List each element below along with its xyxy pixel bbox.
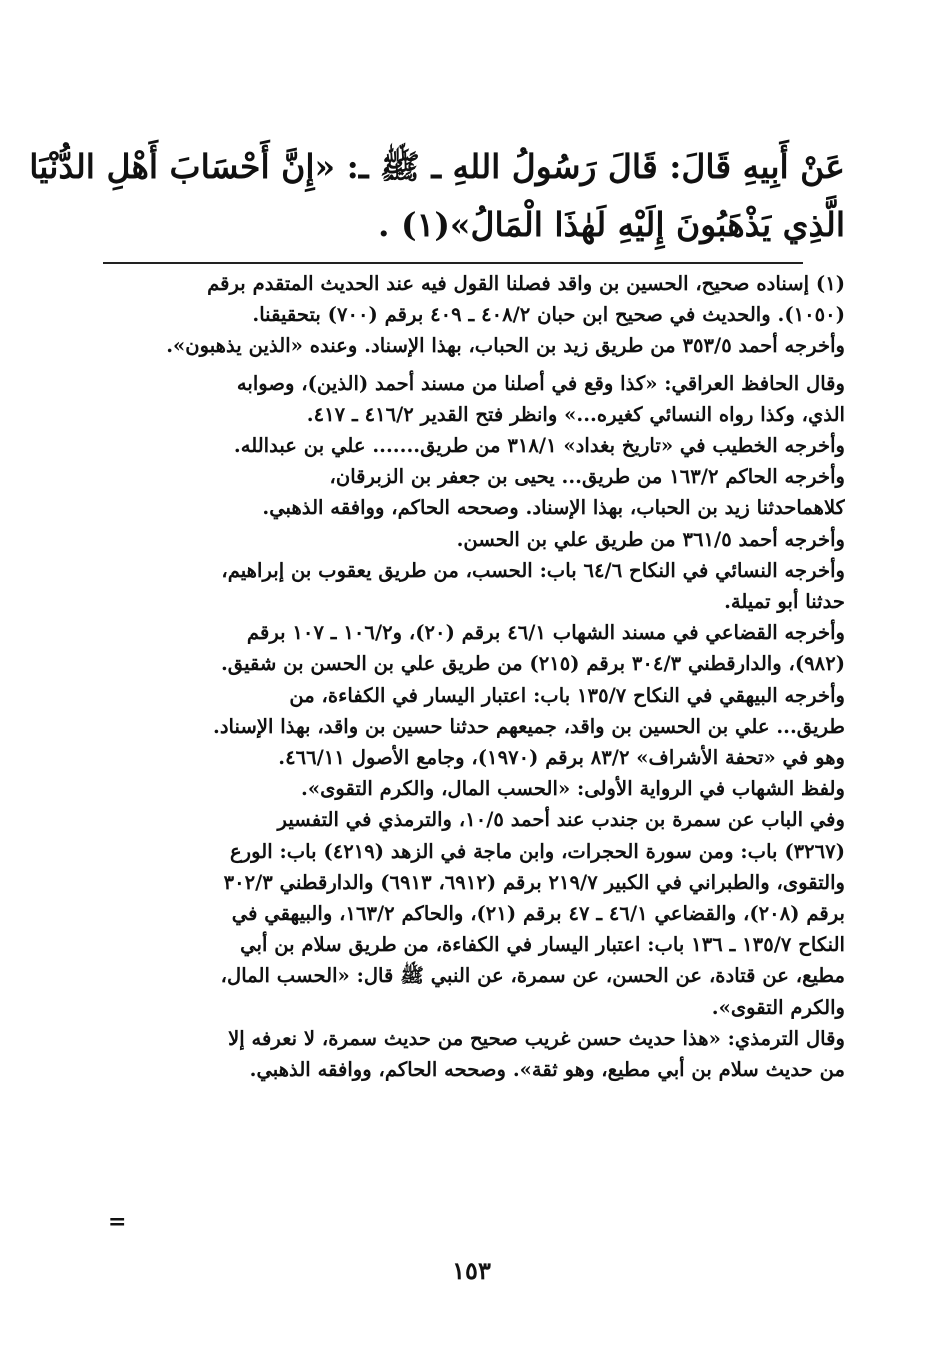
footnote-line: النكاح ١٣٥/٧ ـ ١٣٦ باب: اعتبار اليسار في الكفاءة، من طريق سلام بن أبي <box>240 933 845 957</box>
footnote-line: كلاهماحدثنا زيد بن الحباب، بهذا الإسناد. وصححه الحاكم، ووافقه الذهبي. <box>262 496 845 520</box>
page-number: ١٥٣ <box>452 1256 491 1285</box>
footnote-line: وهو في «تحفة الأشراف» ٨٣/٢ برقم (١٩٧٠)، وجامع الأصول ٤٦٦/١١. <box>278 746 845 770</box>
continuation-mark: = <box>108 1209 127 1235</box>
hadith-text <box>29 138 845 254</box>
footnote-line: طريق... علي بن الحسين بن واقد، جميعهم حدثنا حسين بن واقد، بهذا الإسناد. <box>213 714 845 738</box>
footnote-line: الذي، وكذا رواه النسائي كغيره...» وانظر فتح القدير ٤١٦/٢ ـ ٤١٧. <box>306 402 845 426</box>
footnote-line: وأخرجه الخطيب في «تاريخ بغداد» ٣١٨/١ من طريق....... علي بن عبدالله. <box>233 434 845 458</box>
footnote-line: والكرم التقوى». <box>711 995 845 1019</box>
footnote-line: ولفظ الشهاب في الرواية الأولى: «الحسب المال، والكرم التقوى». <box>301 777 845 801</box>
footnote-line: من حديث سلام بن أبي مطيع، وهو ثقة». وصححه الحاكم، ووافقه الذهبي. <box>249 1058 845 1082</box>
footnotes <box>100 268 845 1085</box>
footnote-line: وقال الحافظ العراقي: «كذا وقع في أصلنا من مسند أحمد (الذين)، وصوابه <box>236 371 845 395</box>
footnote-line: وأخرجه البيهقي في النكاح ١٣٥/٧ باب: اعتبار اليسار في الكفاءة، من <box>289 683 845 707</box>
footnote-line: والتقوى، والطبراني في الكبير ٢١٩/٧ برقم (٦٩١٢، ٦٩١٣) والدارقطني ٣٠٢/٣ <box>223 870 845 894</box>
footnote-line: (١٠٥٠). والحديث في صحيح ابن حبان ٤٠٨/٢ ـ ٤٠٩ برقم (٧٠٠) بتحقيقنا. <box>252 303 845 327</box>
footnote-line: (٣٢٦٧) باب: ومن سورة الحجرات، وابن ماجة في الزهد (٤٢١٩) باب: الورع <box>229 839 845 863</box>
hadith-line: الَّذِي يَذْهَبُونَ إِلَيْهِ لَهٰذَا الْمَالُ»(١) . <box>377 205 845 244</box>
footnote-line: مطيع، عن قتادة، عن الحسن، عن سمرة، عن النبي ﷺ قال: «الحسب المال، <box>220 964 845 988</box>
footnote-line: حدثنا أبو تميلة. <box>724 590 845 614</box>
footnote-line: وأخرجه أحمد ٣٦١/٥ من طريق علي بن الحسن. <box>456 527 845 551</box>
footnote-line: وأخرجه الحاكم ١٦٣/٢ من طريق... يحيى بن جعفر بن الزبرقان، <box>329 465 845 489</box>
hadith-line: عَنْ أَبِيهِ قَالَ: قَالَ رَسُولُ اللهِ ـ ﷺ ـ: «إِنَّ أَحْسَابَ أَهْلِ الدُّنْيَا <box>29 147 845 186</box>
footnote-line: وفي الباب عن سمرة بن جندب عند أحمد ١٠/٥، والترمذي في التفسير <box>277 808 845 832</box>
footnote-separator <box>103 262 803 264</box>
footnote-line: وأخرجه أحمد ٣٥٣/٥ من طريق زيد بن الحباب، بهذا الإسناد. وعنده «الذين يذهبون». <box>166 334 845 358</box>
footnote-line: (١) إسناده صحيح، الحسين بن واقد فصلنا القول فيه عند الحديث المتقدم برقم <box>207 272 845 295</box>
footnote-line: برقم (٢٠٨)، والقضاعي ٤٦/١ ـ ٤٧ برقم (٢١)، والحاكم ١٦٣/٢، والبيهقي في <box>231 902 845 926</box>
footnote-line: وقال الترمذي: «هذا حديث حسن غريب صحيح من حديث سمرة، لا نعرفه إلا <box>228 1026 845 1050</box>
footnote-line: (٩٨٢)، والدارقطني ٣٠٤/٣ برقم (٢١٥) من طريق علي بن الحسن بن شقيق. <box>220 652 845 676</box>
footnote-line: وأخرجه القضاعي في مسند الشهاب ٤٦/١ برقم (٢٠)، و١٠٦/٢ ـ ١٠٧ برقم <box>246 621 845 645</box>
footnote-line: وأخرجه النسائي في النكاح ٦٤/٦ باب: الحسب، من طريق يعقوب بن إبراهيم، <box>221 558 845 582</box>
